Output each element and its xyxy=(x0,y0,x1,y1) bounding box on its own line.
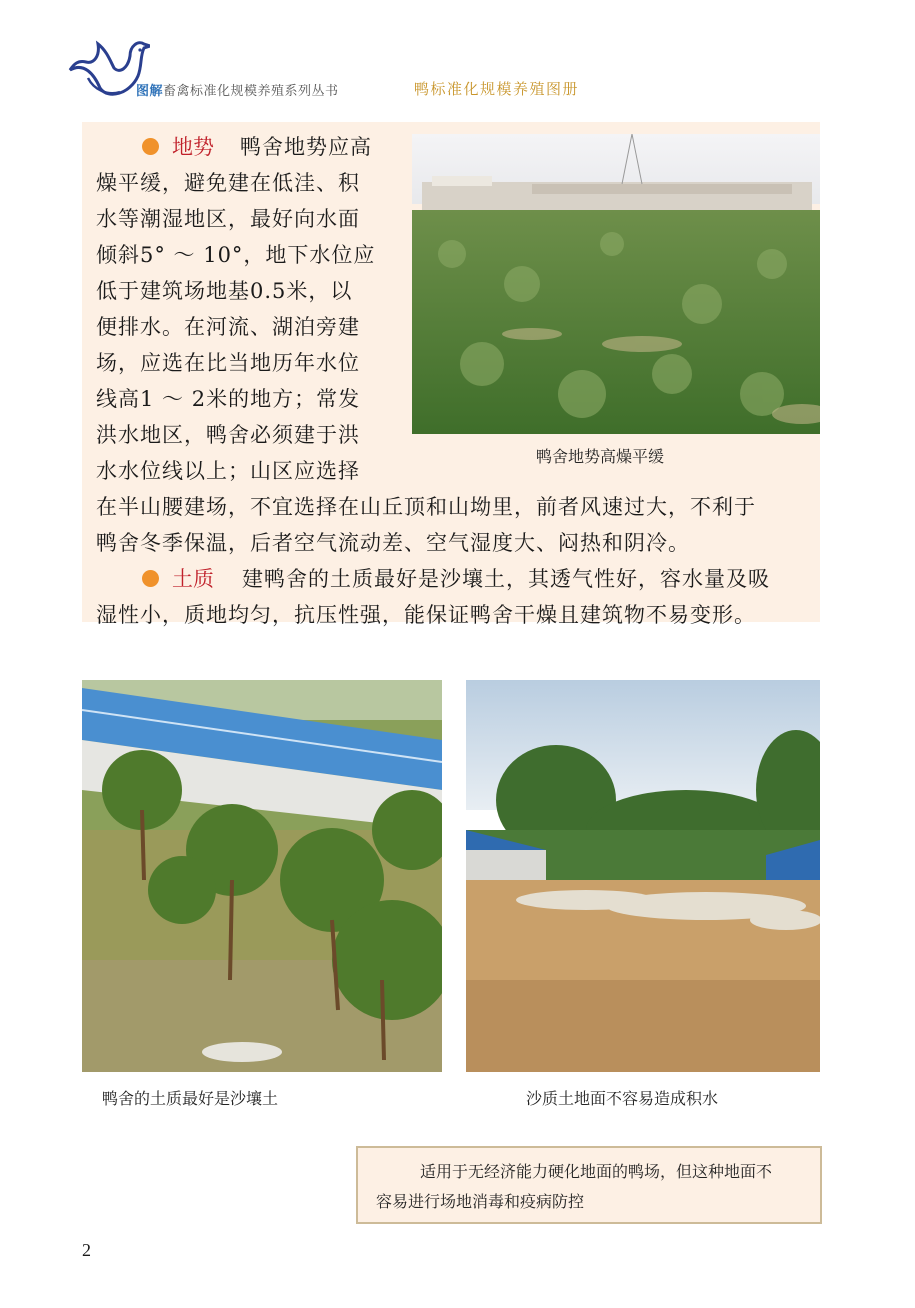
sandy-soil-caption: 鸭舍的土质最好是沙壤土 xyxy=(102,1089,279,1108)
soil-heading: 土质 xyxy=(172,567,214,591)
sandy-soil-photo xyxy=(82,680,442,1072)
note-box xyxy=(356,1146,822,1224)
text-panel xyxy=(82,122,820,627)
series-title-text: 畜禽标准化规模养殖系列丛书 xyxy=(163,84,339,99)
terrain-text: 倾斜5° ～ 10°，地下水位应 xyxy=(96,243,376,267)
note-text: 适用于无经济能力硬化地面的鸭场，但这种地面不 xyxy=(420,1162,773,1181)
bullet-dot xyxy=(142,138,159,155)
terrain-text: 水等潮湿地区，最好向水面 xyxy=(96,207,360,231)
book-title: 鸭标准化规模养殖图册 xyxy=(414,80,580,98)
terrain-text: 线高1 ～ 2米的地方；常发 xyxy=(96,387,361,411)
series-title-prefix: 图解 xyxy=(136,84,164,99)
sandy-ground-caption: 沙质土地面不容易造成积水 xyxy=(526,1089,719,1108)
terrain-text: 便排水。在河流、湖泊旁建 xyxy=(96,315,360,339)
sandy-ground-photo xyxy=(466,680,820,1072)
soil-text: 湿性小，质地均匀，抗压性强，能保证鸭舍干燥且建筑物不易变形。 xyxy=(96,603,756,627)
terrain-text: 水水位线以上；山区应选择 xyxy=(96,459,360,483)
terrain-text: 在半山腰建场，不宜选择在山丘顶和山坳里，前者风速过大，不利于 xyxy=(96,495,756,519)
series-title xyxy=(136,80,339,99)
page-number: 2 xyxy=(82,1240,91,1260)
terrain-text: 洪水地区，鸭舍必须建于洪 xyxy=(96,423,360,447)
terrain-text: 鸭舍冬季保温，后者空气流动差、空气湿度大、闷热和阴冷。 xyxy=(96,531,690,555)
note-text: 容易进行场地消毒和疫病防控 xyxy=(376,1192,585,1211)
terrain-text: 低于建筑场地基0.5米，以 xyxy=(96,279,353,303)
bullet-dot xyxy=(142,570,159,587)
terrain-photo-caption: 鸭舍地势高燥平缓 xyxy=(536,447,665,466)
terrain-heading: 地势 xyxy=(172,135,214,159)
terrain-text: 场，应选在比当地历年水位 xyxy=(96,351,360,375)
terrain-photo xyxy=(412,134,820,434)
terrain-text: 鸭舍地势应高 xyxy=(240,135,372,159)
terrain-text: 燥平缓，避免建在低洼、积 xyxy=(96,171,360,195)
soil-text: 建鸭舍的土质最好是沙壤土，其透气性好，容水量及吸 xyxy=(242,567,770,591)
